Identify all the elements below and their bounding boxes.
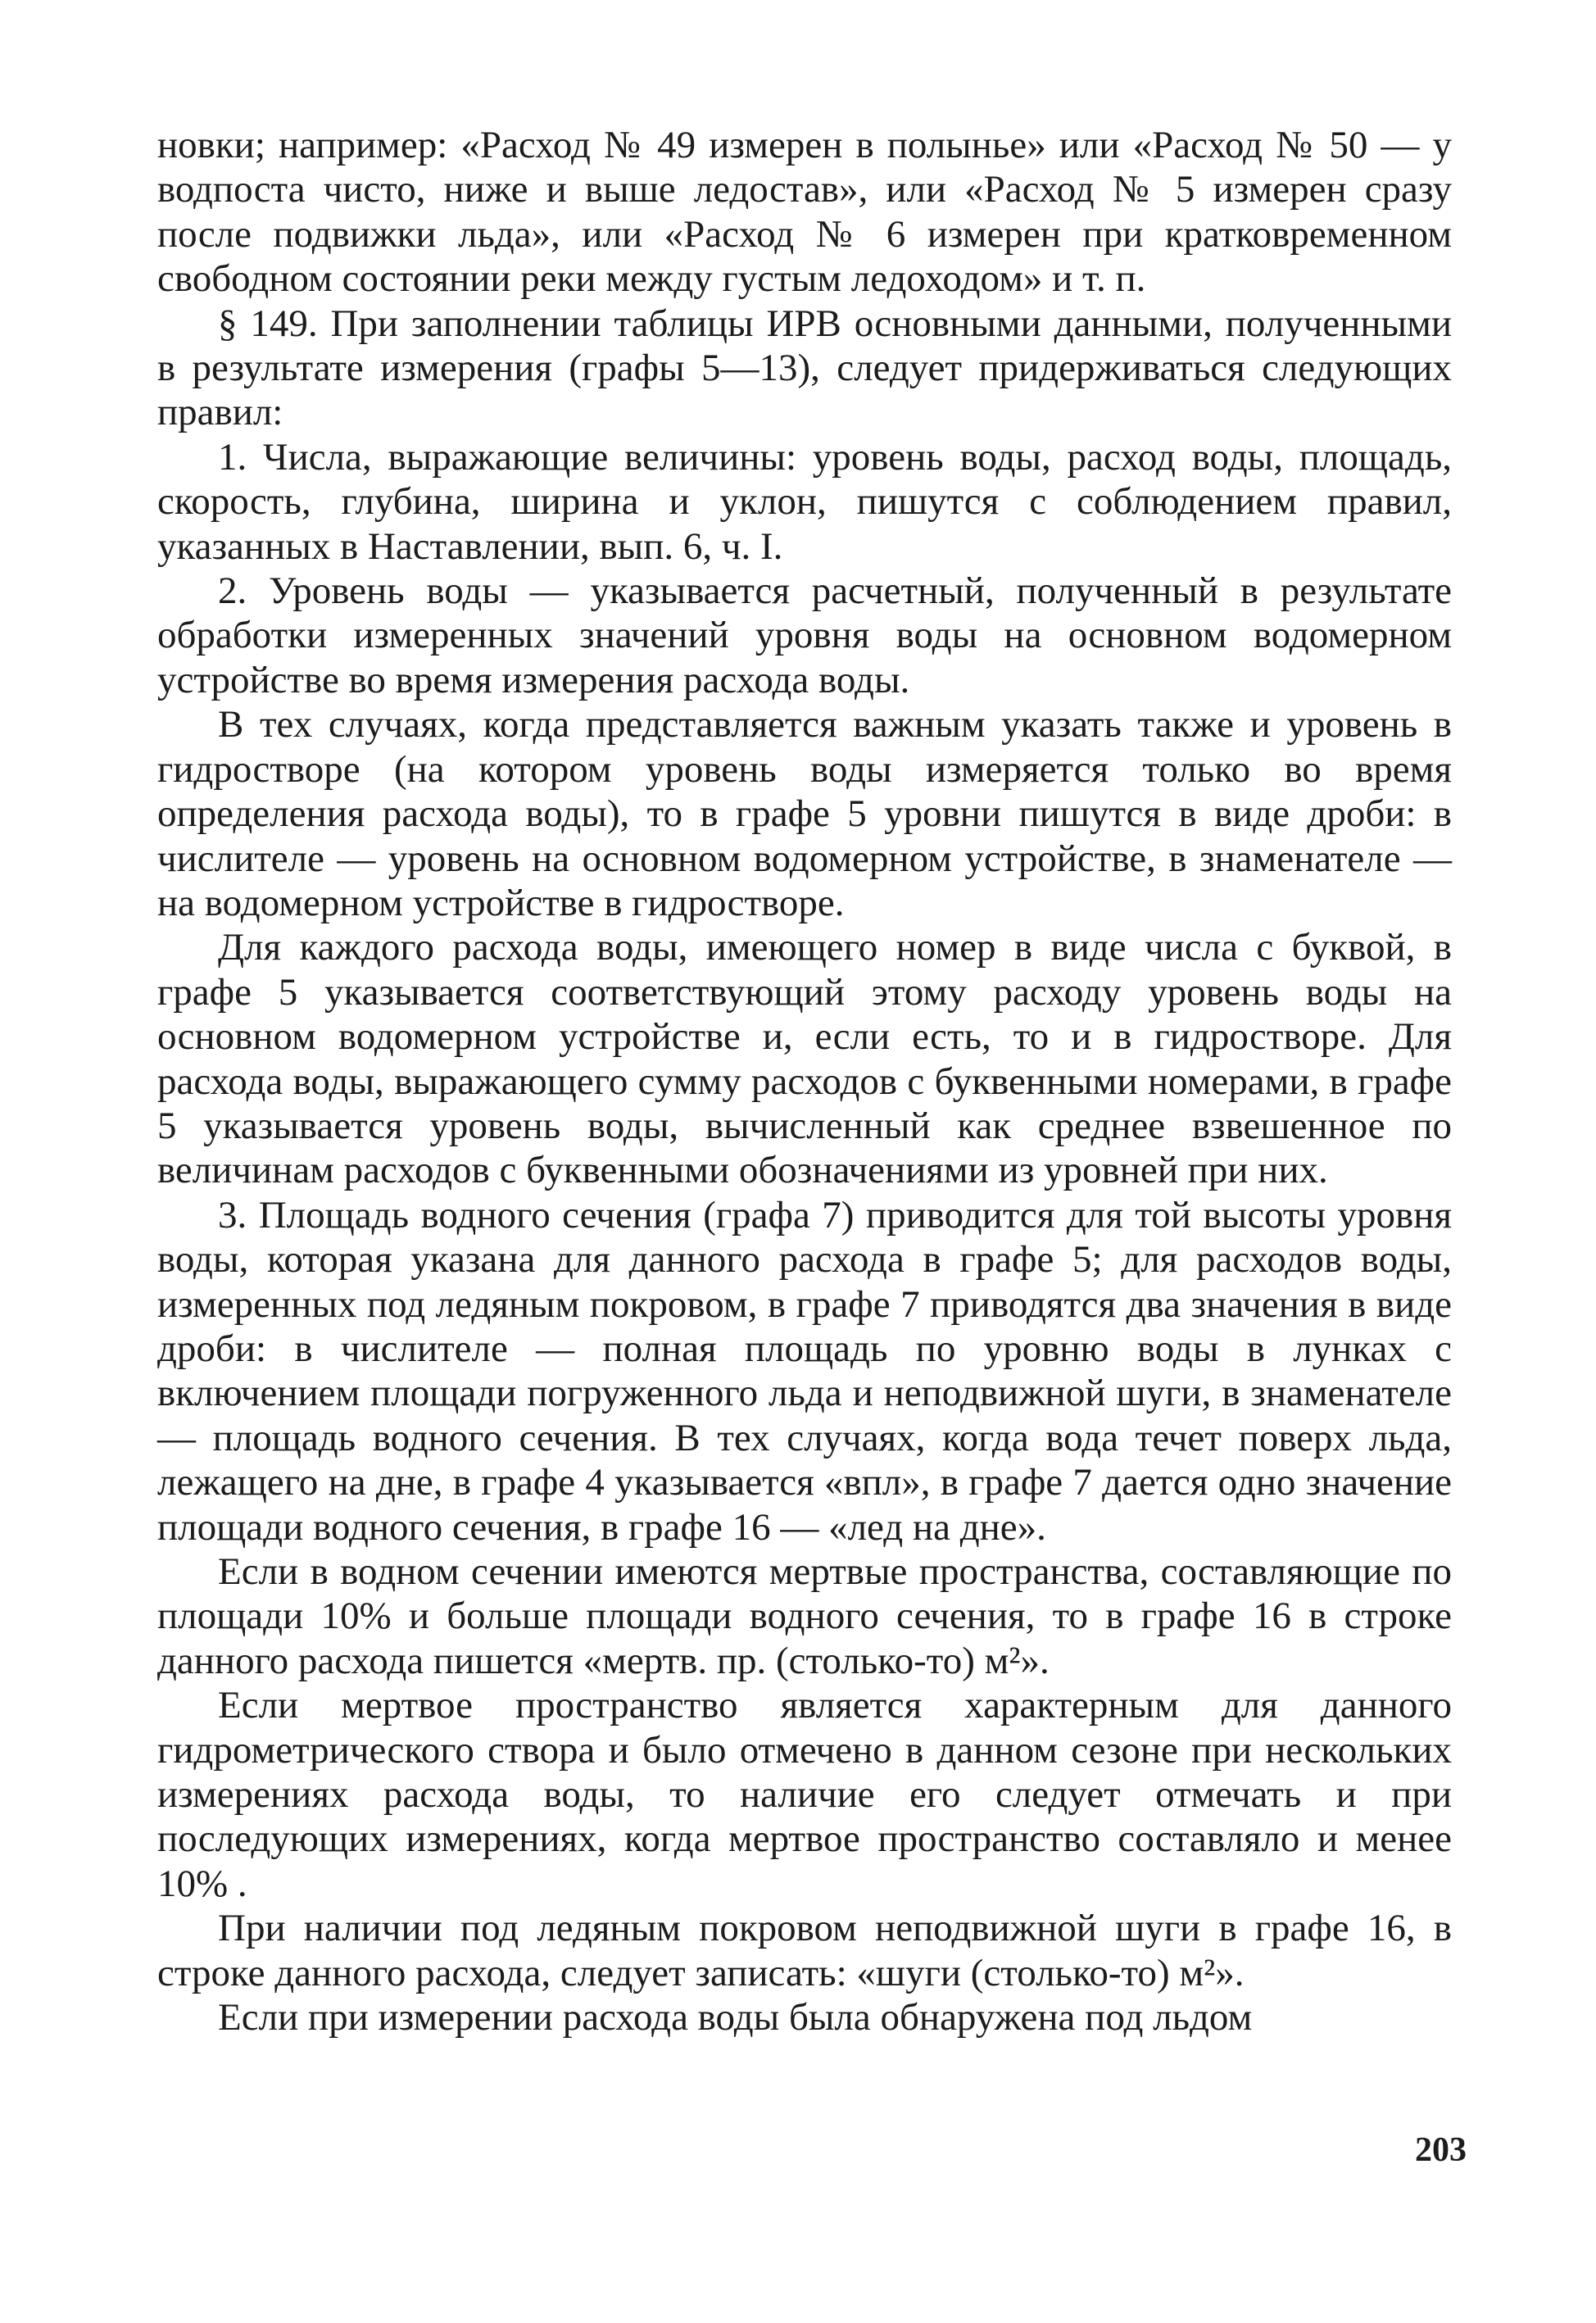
paragraph-gauge-fraction: В тех случаях, когда представляется важным указать также и уровень в гидростворе (на котором уровень воды измеряется только во время определения расхода воды), то в графе 5 уровни пишутся в виде дроби: в числителе — уровень на основном водомерном устройстве, в знаменателе — на водомерном устройстве в гидростворе.	[157, 703, 1452, 924]
paragraph-continuation: новки; например: «Расход № 49 измерен в полынье» или «Расход № 50 — у водпоста чисто, ниже и выше ледостав», или «Расход № 5 измерен сразу после подвижки льда», или «Расход № 6 измерен при кратковременном свободном состоянии реки между густым ледоходом» и т. п.	[157, 124, 1452, 301]
paragraph-dead-space-characteristic: Если мертвое пространство является характерным для данного гидрометрического створа и было отмечено в данном сезоне при нескольких измерениях расхода воды, то наличие его следует отмечать и при последующих измерениях, когда мертвое пространство составляло и менее 10% .	[157, 1684, 1452, 1905]
paragraph-dead-space: Если в водном сечении имеются мертвые пространства, составляющие по площади 10% и больше площади водного сечения, то в графе 16 в строке данного расхода пишется «мертв. пр. (столько-то) м²».	[157, 1550, 1452, 1682]
paragraph-lettered-discharge: Для каждого расхода воды, имеющего номер в виде числа с буквой, в графе 5 указывается соответствующий этому расходу уровень воды на основном водомерном устройстве и, если есть, то и в гидростворе. Для расхода воды, выражающего сумму расходов с буквенными номерами, в графе 5 указывается уровень воды, вычисленный как среднее взвешенное по величинам расходов с буквенными обозначениями из уровней при них.	[157, 926, 1452, 1192]
paragraph-under-ice: Если при измерении расхода воды была обнаружена под льдом	[218, 1996, 1253, 2039]
paragraph-rule-2: 2. Уровень воды — указывается расчетный, полученный в результате обработки измеренных значений уровня воды на основном водомерном устройстве во время измерения расхода воды.	[157, 569, 1452, 701]
paragraph-section-149: § 149. При заполнении таблицы ИРВ основными данными, полученными в результате измерения (графы 5—13), следует придерживаться следующих правил:	[157, 302, 1452, 434]
paragraph-rule-1: 1. Числа, выражающие величины: уровень воды, расход воды, площадь, скорость, глубина, ширина и уклон, пишутся с соблюдением правил, указанных в Наставлении, вып. 6, ч. I.	[157, 435, 1452, 568]
paragraph-rule-3: 3. Площадь водного сечения (графа 7) приводится для той высоты уровня воды, которая указана для данного расхода в графе 5; для расходов воды, измеренных под ледяным покровом, в графе 7 приводятся два значения в виде дроби: в числителе — полная площадь по уровню воды в лунках с включением площади погруженного льда и неподвижной шуги, в знаменателе — площадь водного сечения. В тех случаях, когда вода течет поверх льда, лежащего на дне, в графе 4 указывается «впл», в графе 7 дается одно значение площади водного сечения, в графе 16 — «лед на дне».	[157, 1193, 1452, 1549]
paragraph-slush: При наличии под ледяным покровом неподвижной шуги в графе 16, в строке данного расхода, следует записать: «шуги (столько-то) м²».	[157, 1907, 1452, 1994]
page-body	[157, 123, 1452, 2039]
page-number: 203	[1415, 2131, 1467, 2169]
